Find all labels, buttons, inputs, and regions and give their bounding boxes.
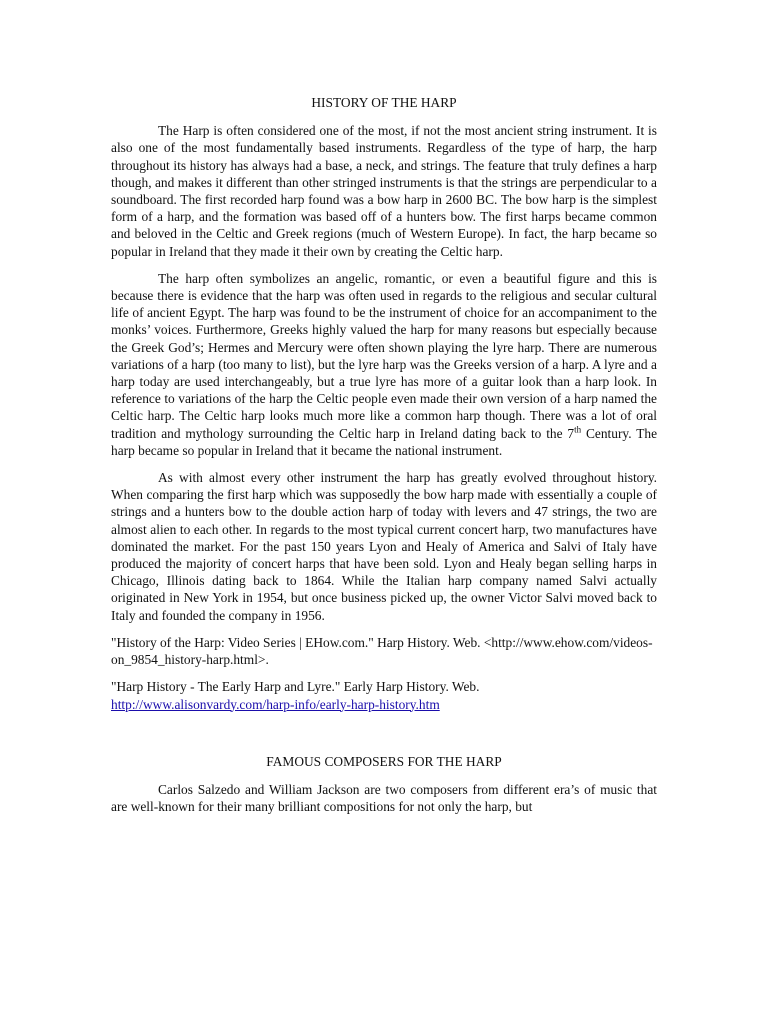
paragraph-2-end: Century. The harp became so popular in Ireland that it became the national instrument. (111, 425, 658, 458)
citation-2-text: "Harp History - The Early Harp and Lyre." Early Harp History. Web. (111, 679, 480, 695)
section-title: FAMOUS COMPOSERS FOR THE HARP (266, 753, 502, 769)
citation-2 (111, 678, 657, 712)
document-title: HISTORY OF THE HARP (311, 95, 457, 110)
ordinal-suffix: th (574, 424, 582, 435)
paragraph-1: The Harp is often considered one of the most, if not the most ancient string instrument. It is also one of the most fundamentally based instruments. Regardless of the type of harp, the harp throughout its history has always had a base, a neck, and strings. The feature that truly defines a harp though, and makes it different than other stringed instruments is that the strings are perpendicular to a soundboard. The first recorded harp found was a bow harp in 2600 BC. The bow harp is the simplest form of a harp, and the formation was based off of a hunters bow. The first harps became common and beloved in the Celtic and Greek regions (much of Western Europe). In fact, the harp became so popular in Ireland that they made it their own by creating the Celtic harp. (111, 123, 657, 259)
paragraph-3: As with almost every other instrument the harp has greatly evolved throughout history. When comparing the first harp which was supposedly the bow harp made with essentially a couple of strings and a hunters bow to the double action harp of today with levers and 47 strings, the two are almost alien to each other. In regards to the most typical current concert harp, two manufactures have dominated the market. For the past 150 years Lyon and Healy of America and Salvi of Italy have produced the majority of concert harps that have been sold. Lyon and Healy began selling harps in Chicago, Illinois dating back to 1864. While the Italian harp company named Salvi actually originated in New York in 1954, but once business picked up, the owner Victor Salvi moved back to Italy and founded the company in 1956. (111, 470, 657, 623)
document-body (111, 94, 657, 815)
citation-1: "History of the Harp: Video Series | EHow.com." Harp History. Web. <http://www.ehow.com/videos-on_9854_history-harp.html>. (111, 634, 653, 668)
citation-2-link[interactable]: http://www.alisonvardy.com/harp-info/early-harp-history.htm (111, 696, 440, 712)
paragraph-2 (111, 270, 657, 459)
paragraph-4: Carlos Salzedo and William Jackson are two composers from different era’s of music that are well-known for their many brilliant compositions for not only the harp, but (111, 781, 657, 815)
paragraph-2-text: The harp often symbolizes an angelic, romantic, or even a beautiful figure and this is because there is evidence that the harp was often used in regards to the religious and secular cultural life of ancient Egypt. The harp was found to be the instrument of choice for an accompaniment to the monks’ voices. Furthermore, Greeks highly valued the harp for many reasons but especially because the Greek God’s; Hermes and Mercury were often shown playing the lyre harp. There are numerous variations of a harp (too many to list), but the lyre harp was the Greeks version of a harp. A lyre and a harp today are used interchangeably, but a true lyre has more of a guitar look than a harp look. In reference to variations of the harp the Celtic people even made their own version of a harp named the Celtic harp. The Celtic harp looks much more like a common harp though. There was a lot of oral tradition and mythology surrounding the Celtic harp in Ireland dating back to the 7 (111, 270, 657, 441)
